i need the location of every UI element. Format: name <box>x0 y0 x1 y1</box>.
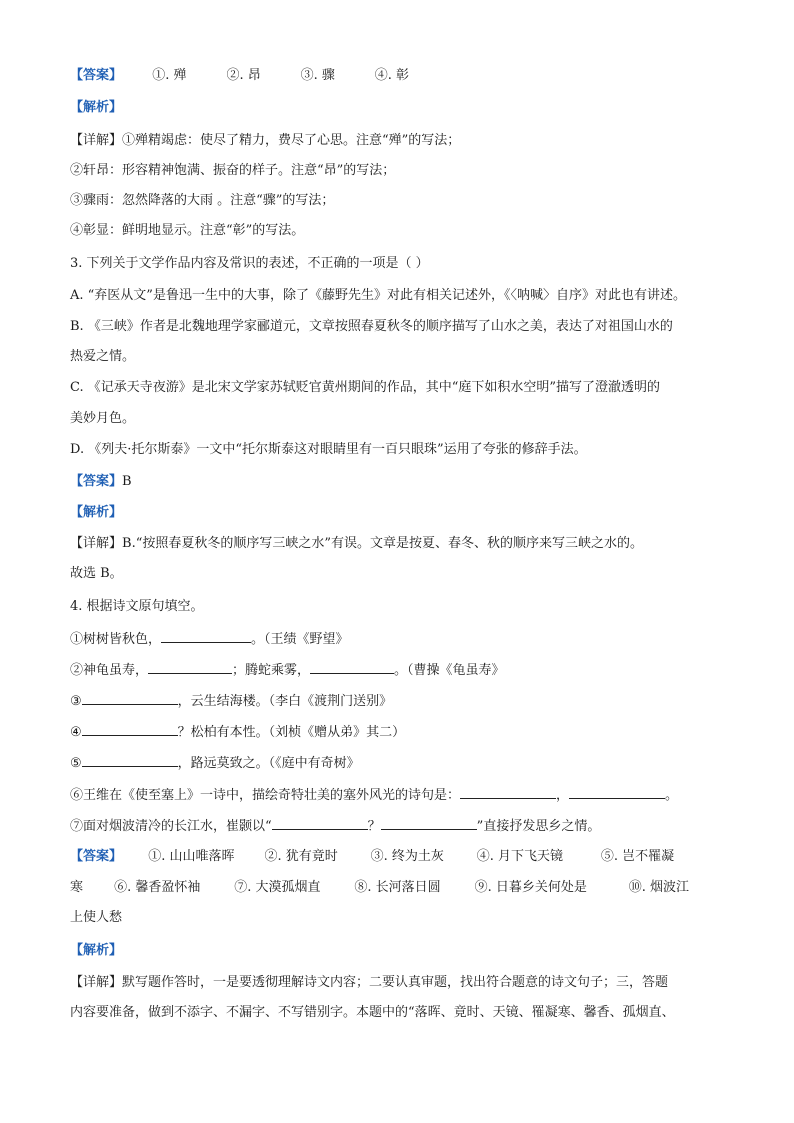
q4-answer-line <box>70 847 754 867</box>
poem-source: 。（王绩《野望》 <box>251 632 349 647</box>
q3-detail-line <box>70 534 754 554</box>
answer-item: ③. 终为土灰 <box>370 849 444 864</box>
q4-item-2 <box>70 659 754 679</box>
q4-item-1 <box>70 628 754 648</box>
item-number: ③ <box>70 694 82 709</box>
answer-item: ③. 骤 <box>300 68 335 83</box>
detail-text: B.“按照春夏秋冬的顺序写三峡之水”有误。文章是按夏、春冬、秋的顺序来写三峡之水的。 <box>122 536 643 551</box>
fill-blank[interactable] <box>310 659 394 674</box>
q3-conclusion: 故选 B。 <box>70 566 123 581</box>
poem-text: ？ <box>367 819 381 834</box>
q4-stem: 4. 根据诗文原句填空。 <box>70 599 204 614</box>
answer-item: ④. 彰 <box>374 68 409 83</box>
poem-source: ，云生结海楼。（李白《渡荆门送别》 <box>177 694 393 709</box>
analysis-tag: 【解析】 <box>70 100 123 115</box>
q2-detail-line <box>70 221 754 241</box>
fill-blank[interactable] <box>381 815 477 830</box>
answer-item: ①. 山山唯落晖 <box>148 849 235 864</box>
fill-blank[interactable] <box>272 815 368 830</box>
answer-value: B <box>122 474 132 489</box>
answer-item: ⑧. 长河落日圆 <box>354 880 441 895</box>
q3-answer-line <box>70 472 754 492</box>
q4-answer-line-2 <box>70 878 754 898</box>
answer-tag: 【答案】 <box>70 849 123 864</box>
fill-blank[interactable] <box>82 721 178 736</box>
answer-item: 寒 <box>70 880 84 895</box>
q3-analysis-line <box>70 503 754 523</box>
poem-text: ；腾蛇乘雾， <box>232 663 311 678</box>
q4-item-7 <box>70 815 754 835</box>
analysis-tag: 【解析】 <box>70 943 123 958</box>
q4-analysis-line <box>70 941 754 961</box>
analysis-tag: 【解析】 <box>70 505 123 520</box>
detail-text: 默写题作答时，一是要透彻理解诗文内容；二要认真审题，找出符合题意的诗文句子；三，答题 <box>122 975 669 990</box>
poem-text: ， <box>556 788 570 803</box>
fill-blank[interactable] <box>161 628 251 643</box>
q4-item-4 <box>70 721 754 741</box>
answer-tag: 【答案】 <box>70 474 123 489</box>
q3-option-d: D. 《列夫·托尔斯泰》一文中“托尔斯泰这对眼睛里有一百只眼珠”运用了夸张的修辞手法。 <box>70 442 587 457</box>
poem-text: ①树树皆秋色， <box>70 632 162 647</box>
q3-option-b-cont: 热爱之情。 <box>70 349 136 364</box>
item-number: ④ <box>70 725 82 740</box>
detail-text: ①殚精竭虑：使尽了精力，费尽了心思。注意“殚”的写法； <box>122 133 461 148</box>
fill-blank[interactable] <box>148 659 232 674</box>
q3-stem: 3. 下列关于文学作品内容及常识的表述，不正确的一项是（ ） <box>70 256 429 271</box>
answer-item: ④. 月下飞天镜 <box>476 849 563 864</box>
answer-item: ⑩. 烟波江 <box>628 880 689 895</box>
q4-detail-line <box>70 973 754 993</box>
detail-tag: 【详解】 <box>70 536 123 551</box>
fill-blank[interactable] <box>82 752 178 767</box>
q2-detail-line <box>70 161 754 181</box>
q3-option-a: A. “弃医从文”是鲁迅一生中的大事，除了《藤野先生》对此有相关记述外，《〈呐喊〉自序》对此也有讲述。 <box>70 288 686 303</box>
detail-text: ④彰显：鲜明地显示。注意“彰”的写法。 <box>70 223 305 238</box>
item-number: ⑤ <box>70 756 82 771</box>
answer-item: ②. 犹有竟时 <box>264 849 338 864</box>
poem-text: ⑦面对烟波清冷的长江水，崔颢以“ <box>70 819 272 834</box>
answer-item: ⑨. 日暮乡关何处是 <box>474 880 587 895</box>
answer-tag: 【答案】 <box>70 68 123 83</box>
poem-text: ”直接抒发思乡之情。 <box>476 819 601 834</box>
fill-blank[interactable] <box>460 784 556 799</box>
answer-item: ⑥. 馨香盈怀袖 <box>114 880 201 895</box>
q4-detail-line: 内容要准备，做到不添字、不漏字、不写错别字。本题中的“落晖、竟时、天镜、罹凝寒、馨香、孤烟直、 <box>70 1005 675 1020</box>
answer-item: ①. 殚 <box>152 68 187 83</box>
q3-option-c-cont: 美妙月色。 <box>70 411 136 426</box>
detail-text: ②轩昂：形容精神饱满、振奋的样子。注意“昂”的写法； <box>70 163 396 178</box>
q3-option-b: B. 《三峡》作者是北魏地理学家郦道元，文章按照春夏秋冬的顺序描写了山水之美，表达了对祖国山水的 <box>70 319 673 334</box>
poem-source: ？松柏有本性。（刘桢《赠从弟》其二） <box>177 725 406 740</box>
q2-detail-line <box>70 191 754 211</box>
poem-text: ②神龟虽寿， <box>70 663 149 678</box>
answer-item: ②. 昂 <box>226 68 261 83</box>
answer-item: ⑤. 岂不罹凝 <box>600 849 675 864</box>
detail-tag: 【详解】 <box>70 133 123 148</box>
q4-answer-line-3: 上使人愁 <box>70 910 123 925</box>
poem-text: 。 <box>665 788 679 803</box>
q4-item-5 <box>70 752 754 772</box>
q4-item-6 <box>70 784 754 804</box>
poem-source: 。（曹操《龟虽寿》 <box>394 663 505 678</box>
fill-blank[interactable] <box>82 690 178 705</box>
q2-analysis-line <box>70 98 754 118</box>
detail-text: ③骤雨：忽然降落的大雨 。注意“骤”的写法； <box>70 193 335 208</box>
answer-item: ⑦. 大漠孤烟直 <box>234 880 321 895</box>
fill-blank[interactable] <box>569 784 665 799</box>
poem-source: ，路远莫致之。（《庭中有奇树》 <box>177 756 360 771</box>
q2-answer-line <box>70 66 754 86</box>
poem-text: ⑥王维在《使至塞上》一诗中，描绘奇特壮美的塞外风光的诗句是： <box>70 788 461 803</box>
q4-item-3 <box>70 690 754 710</box>
q3-option-c: C. 《记承天寺夜游》是北宋文学家苏轼贬官黄州期间的作品，其中“庭下如积水空明”描写了澄澈透明的 <box>70 380 661 395</box>
q2-detail-line <box>70 131 754 151</box>
detail-tag: 【详解】 <box>70 975 123 990</box>
